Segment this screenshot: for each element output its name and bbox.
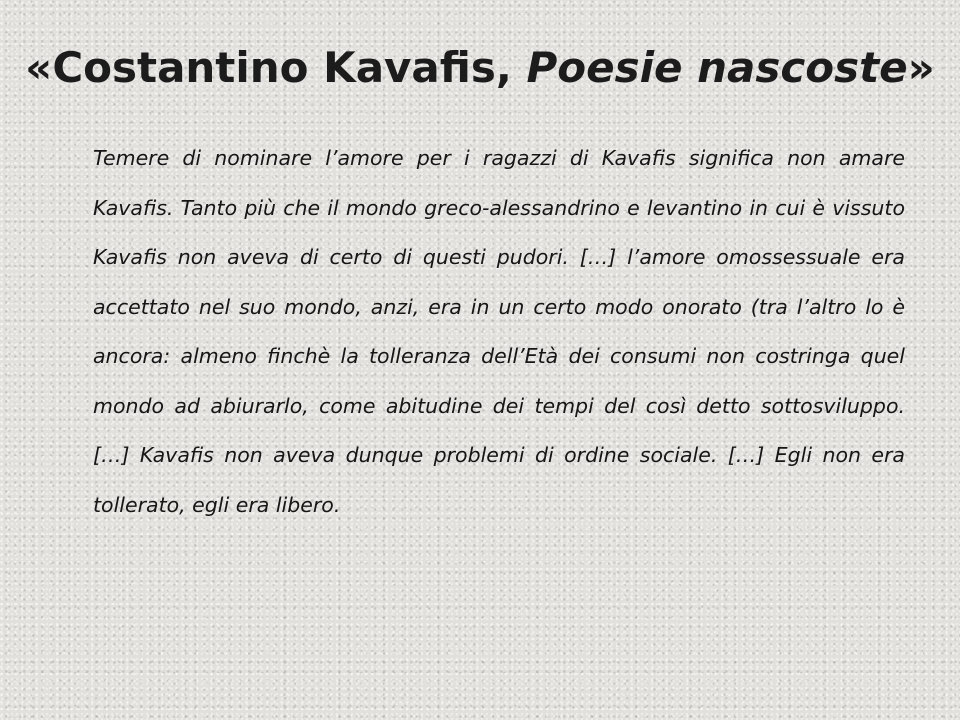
title-work: Poesie nascoste (526, 43, 908, 92)
slide-title (0, 36, 960, 100)
title-author: Costantino Kavafis, (52, 43, 527, 92)
title-close-quote: » (907, 43, 935, 92)
quote-text: Temere di nominare l’amore per i ragazzi di Kavafis significa non amare Kavafis. Tanto più che il mondo greco-alessandrino e levantino in cui è vissuto Kavafis non aveva di certo di questi pudori. […] l’amore omossessuale era accettato nel suo mondo, anzi, era in un certo modo onorato (tra l’altro lo è ancora: almeno finchè la tolleranza dell’Età dei consumi non costringa quel mondo ad abiurarlo, come abitudine dei tempi del così detto sottosviluppo. […] Kavafis non aveva dunque problemi di ordine sociale. […] Egli non era tollerato, egli era libero. (93, 146, 905, 517)
title-open-quote: « (25, 43, 53, 92)
